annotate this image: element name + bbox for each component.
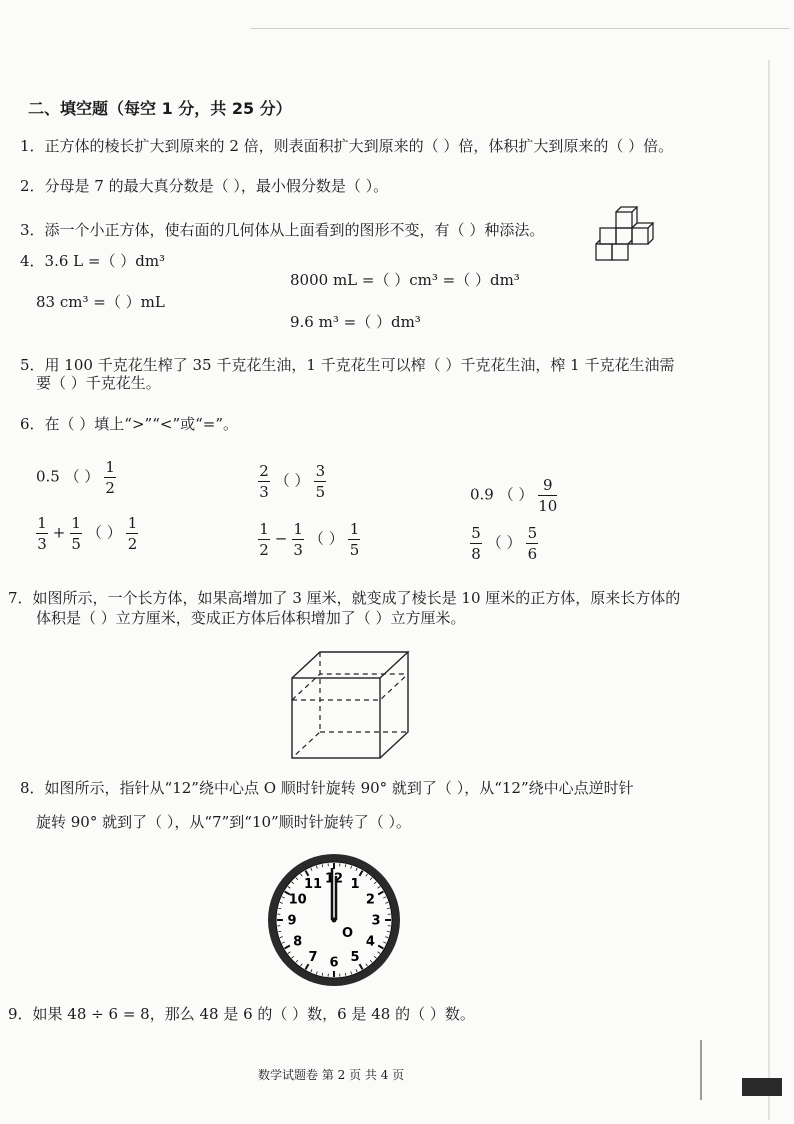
fraction: $\frac{5}{6}$ [527, 524, 538, 563]
cubes-figure [590, 206, 670, 268]
clock-number: 9 [287, 913, 297, 929]
fraction: $\frac{1}{3}$ [293, 520, 303, 559]
compare-6 [470, 524, 538, 563]
compare-4 [36, 514, 138, 553]
answer-blank: （ ） [498, 485, 534, 504]
question-4c: 83 cm³ =（ ）mL [36, 293, 165, 311]
scan-mark-edge [700, 1040, 718, 1100]
fraction: $\frac{1}{2}$ [105, 458, 115, 497]
answer-blank: （ ） [64, 467, 100, 486]
fraction: $\frac{1}{5}$ [71, 514, 81, 553]
question-4b: 8000 mL =（ ）cm³ =（ ）dm³ [290, 271, 520, 289]
clock-number: 4 [365, 934, 375, 950]
clock-number: 5 [350, 949, 360, 965]
scan-shadow-top [250, 28, 790, 29]
scan-shadow-right [768, 60, 770, 1120]
clock-number: 2 [365, 892, 375, 908]
clock-number: 10 [288, 892, 307, 908]
clock-number: 7 [308, 949, 318, 965]
answer-blank: （ ） [86, 523, 122, 542]
clock-number: 6 [329, 955, 339, 971]
fraction: $\frac{1}{5}$ [349, 520, 360, 559]
decimal-value: 0.9 [470, 485, 494, 504]
answer-blank: （ ） [486, 533, 522, 552]
minus-sign: − [274, 529, 288, 548]
fraction: $\frac{1}{2}$ [127, 514, 138, 553]
decimal-value: 0.5 [36, 467, 60, 486]
clock-face [266, 852, 402, 988]
clock-number: 12 [324, 871, 344, 887]
question-5-line1: 5．用 100 千克花生榨了 35 千克花生油，1 千克花生可以榨（ ）千克花生油，榨 1 千克花生油需 [20, 356, 675, 374]
clock-number: 11 [303, 877, 323, 893]
answer-blank: （ ） [308, 529, 344, 548]
question-5-line2: 要（ ）千克花生。 [36, 374, 161, 392]
question-7-line2: 体积是（ ）立方厘米，变成正方体后体积增加了（ ）立方厘米。 [36, 609, 466, 627]
clock-number: 8 [293, 934, 303, 950]
compare-3 [470, 476, 557, 515]
clock-center-label: O [342, 926, 354, 941]
question-9: 9．如果 48 ÷ 6 = 8，那么 48 是 6 的（ ）数，6 是 48 的（ ）数。 [8, 1005, 475, 1023]
cube-diagram [290, 648, 412, 760]
fraction: $\frac{2}{3}$ [259, 462, 269, 501]
question-4d: 9.6 m³ =（ ）dm³ [290, 313, 421, 331]
fraction: $\frac{9}{10}$ [538, 476, 558, 515]
fraction: $\frac{3}{5}$ [315, 462, 326, 501]
question-7-line1: 7．如图所示，一个长方体，如果高增加了 3 厘米，就变成了棱长是 10 厘米的正方体，原来长方体的 [8, 589, 681, 607]
question-2: 2．分母是 7 的最大真分数是（ ），最小假分数是（ ）。 [20, 177, 389, 195]
fraction: $\frac{5}{8}$ [471, 524, 481, 563]
question-3: 3．添一个小正方体，使右面的几何体从上面看到的图形不变，有（ ）种添法。 [20, 221, 545, 239]
compare-2 [258, 462, 326, 501]
answer-blank: （ ） [274, 471, 310, 490]
scan-mark-bottom-right [742, 1078, 782, 1096]
fraction: $\frac{1}{2}$ [259, 520, 269, 559]
question-1: 1．正方体的棱长扩大到原来的 2 倍，则表面积扩大到原来的（ ）倍，体积扩大到原来的（ ）倍。 [20, 137, 674, 155]
question-6-intro: 6．在（ ）填上“>”“<”或“=”。 [20, 415, 239, 433]
clock-center-dot [332, 918, 337, 923]
question-8-line1: 8．如图所示，指针从“12”绕中心点 O 顺时针旋转 90° 就到了（ ），从“12”绕中心点逆时针 [20, 779, 634, 797]
clock-number: 3 [371, 913, 381, 929]
page-footer: 数学试题卷 第 2 页 共 4 页 [258, 1068, 405, 1082]
compare-5 [258, 520, 360, 559]
question-4a: 4．3.6 L =（ ）dm³ [20, 252, 166, 270]
fraction: $\frac{1}{3}$ [37, 514, 47, 553]
question-8-line2: 旋转 90° 就到了（ ），从“7”到“10”顺时针旋转了（ ）。 [36, 813, 411, 831]
clock-number: 1 [350, 877, 360, 893]
section-title: 二、填空题（每空 1 分，共 25 分） [28, 99, 292, 118]
compare-1 [36, 458, 116, 497]
plus-sign: + [52, 523, 66, 542]
